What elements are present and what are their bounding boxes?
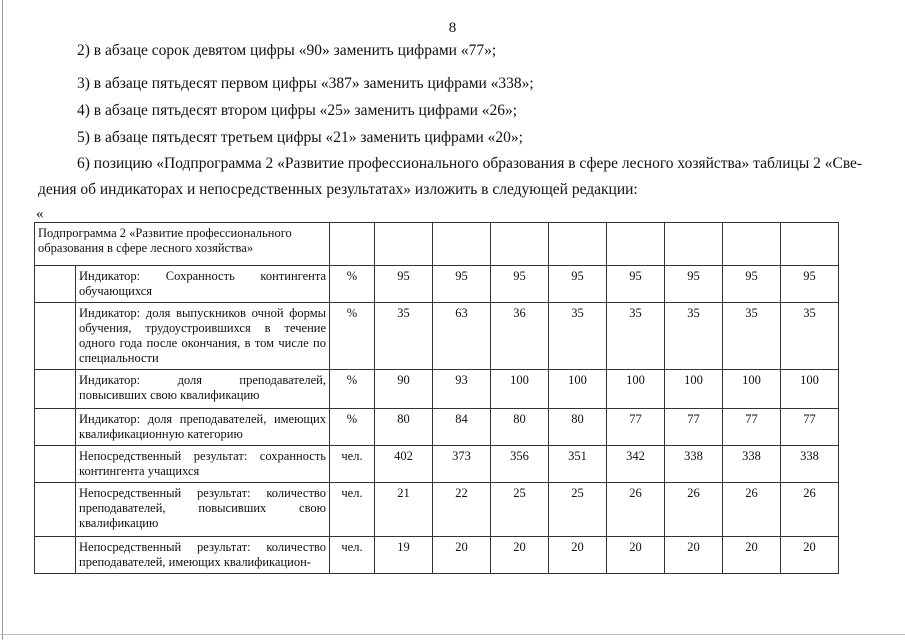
unit-cell: чел. (330, 483, 375, 537)
table-header-row (35, 223, 839, 266)
value-cell: 20 (549, 537, 607, 574)
indicator-name: Индикатор: доля преподавателей, имеющих квалификационную категорию (76, 409, 330, 446)
unit-cell: % (330, 370, 375, 409)
value-cell: 20 (723, 537, 781, 574)
value-cell: 95 (375, 266, 433, 303)
value-cell: 77 (665, 409, 723, 446)
value-cell: 25 (491, 483, 549, 537)
value-cell: 22 (433, 483, 491, 537)
row-number-cell (35, 537, 76, 574)
value-cell: 26 (781, 483, 839, 537)
table-row (35, 409, 839, 446)
value-cell: 93 (433, 370, 491, 409)
value-cell: 100 (723, 370, 781, 409)
value-cell: 21 (375, 483, 433, 537)
row-number-cell (35, 370, 76, 409)
indicators-table (34, 222, 839, 574)
table-row (35, 483, 839, 537)
unit-cell: чел. (330, 446, 375, 483)
paragraph-6-line-1: 6) позицию «Подпрограмма 2 «Развитие профессионального образования в сфере лесного хозяйства» таблицы 2 «Све- (77, 155, 863, 172)
indicator-name: Индикатор: Сохранность контингента обучающихся (76, 266, 330, 303)
value-cell: 90 (375, 370, 433, 409)
value-cell: 20 (781, 537, 839, 574)
value-cell: 35 (781, 303, 839, 370)
table-row (35, 537, 839, 574)
page-left-edge (2, 0, 3, 640)
value-cell: 95 (607, 266, 665, 303)
value-cell: 338 (781, 446, 839, 483)
table-row (35, 266, 839, 303)
value-cell: 95 (781, 266, 839, 303)
value-cell: 26 (607, 483, 665, 537)
value-cell: 25 (549, 483, 607, 537)
value-cell: 26 (665, 483, 723, 537)
value-cell: 95 (433, 266, 491, 303)
value-cell: 402 (375, 446, 433, 483)
value-cell: 20 (665, 537, 723, 574)
row-number-cell (35, 409, 76, 446)
table-row (35, 446, 839, 483)
value-cell: 35 (549, 303, 607, 370)
opening-quote: « (36, 206, 44, 222)
unit-cell: % (330, 303, 375, 370)
value-cell: 80 (375, 409, 433, 446)
page-bottom-edge (0, 634, 905, 635)
unit-cell: чел. (330, 537, 375, 574)
value-cell: 95 (723, 266, 781, 303)
value-cell: 84 (433, 409, 491, 446)
page-number: 8 (448, 20, 457, 36)
value-cell: 20 (491, 537, 549, 574)
indicator-name: Непосредственный результат: количество преподавателей, имеющих квалификацион- (76, 537, 330, 574)
value-cell: 77 (723, 409, 781, 446)
table-row (35, 370, 839, 409)
value-cell: 80 (549, 409, 607, 446)
paragraph-5: 5) в абзаце пятьдесят третьем цифры «21» заменить цифрами «20»; (77, 129, 523, 146)
value-cell: 20 (433, 537, 491, 574)
value-cell: 63 (433, 303, 491, 370)
paragraph-3: 3) в абзаце пятьдесят первом цифры «387» заменить цифрами «338»; (77, 75, 534, 92)
paragraph-6-line-2: дения об индикаторах и непосредственных результатах» изложить в следующей редакции: (38, 181, 638, 198)
indicator-name: Индикатор: доля выпускников очной формы обучения, трудоустроившихся в течение одного года после окончания, в том числе по специальности (76, 303, 330, 370)
value-cell: 19 (375, 537, 433, 574)
value-cell: 77 (607, 409, 665, 446)
value-cell: 100 (665, 370, 723, 409)
value-cell: 77 (781, 409, 839, 446)
value-cell: 80 (491, 409, 549, 446)
value-cell: 356 (491, 446, 549, 483)
row-number-cell (35, 266, 76, 303)
value-cell: 342 (607, 446, 665, 483)
value-cell: 95 (665, 266, 723, 303)
value-cell: 373 (433, 446, 491, 483)
indicator-name: Непосредственный результат: сохранность контингента учащихся (76, 446, 330, 483)
subprogram-title: Подпрограмма 2 «Развитие профессионального образования в сфере лесного хозяйства» (35, 223, 330, 266)
paragraph-4: 4) в абзаце пятьдесят втором цифры «25» заменить цифрами «26»; (77, 102, 518, 119)
value-cell: 351 (549, 446, 607, 483)
value-cell: 20 (607, 537, 665, 574)
value-cell: 36 (491, 303, 549, 370)
table-row (35, 303, 839, 370)
indicator-name: Индикатор: доля преподавателей, повысивших свою квалификацию (76, 370, 330, 409)
value-cell: 35 (723, 303, 781, 370)
value-cell: 100 (607, 370, 665, 409)
value-cell: 338 (665, 446, 723, 483)
row-number-cell (35, 446, 76, 483)
paragraph-2: 2) в абзаце сорок девятом цифры «90» заменить цифрами «77»; (77, 42, 497, 59)
value-cell: 338 (723, 446, 781, 483)
value-cell: 95 (549, 266, 607, 303)
value-cell: 35 (665, 303, 723, 370)
value-cell: 35 (375, 303, 433, 370)
value-cell: 26 (723, 483, 781, 537)
value-cell: 100 (491, 370, 549, 409)
value-cell: 100 (781, 370, 839, 409)
value-cell: 95 (491, 266, 549, 303)
value-cell: 35 (607, 303, 665, 370)
value-cell: 100 (549, 370, 607, 409)
indicator-name: Непосредственный результат: количество преподавателей, повысивших свою квалификацию (76, 483, 330, 537)
row-number-cell (35, 483, 76, 537)
unit-cell: % (330, 266, 375, 303)
unit-cell: % (330, 409, 375, 446)
row-number-cell (35, 303, 76, 370)
